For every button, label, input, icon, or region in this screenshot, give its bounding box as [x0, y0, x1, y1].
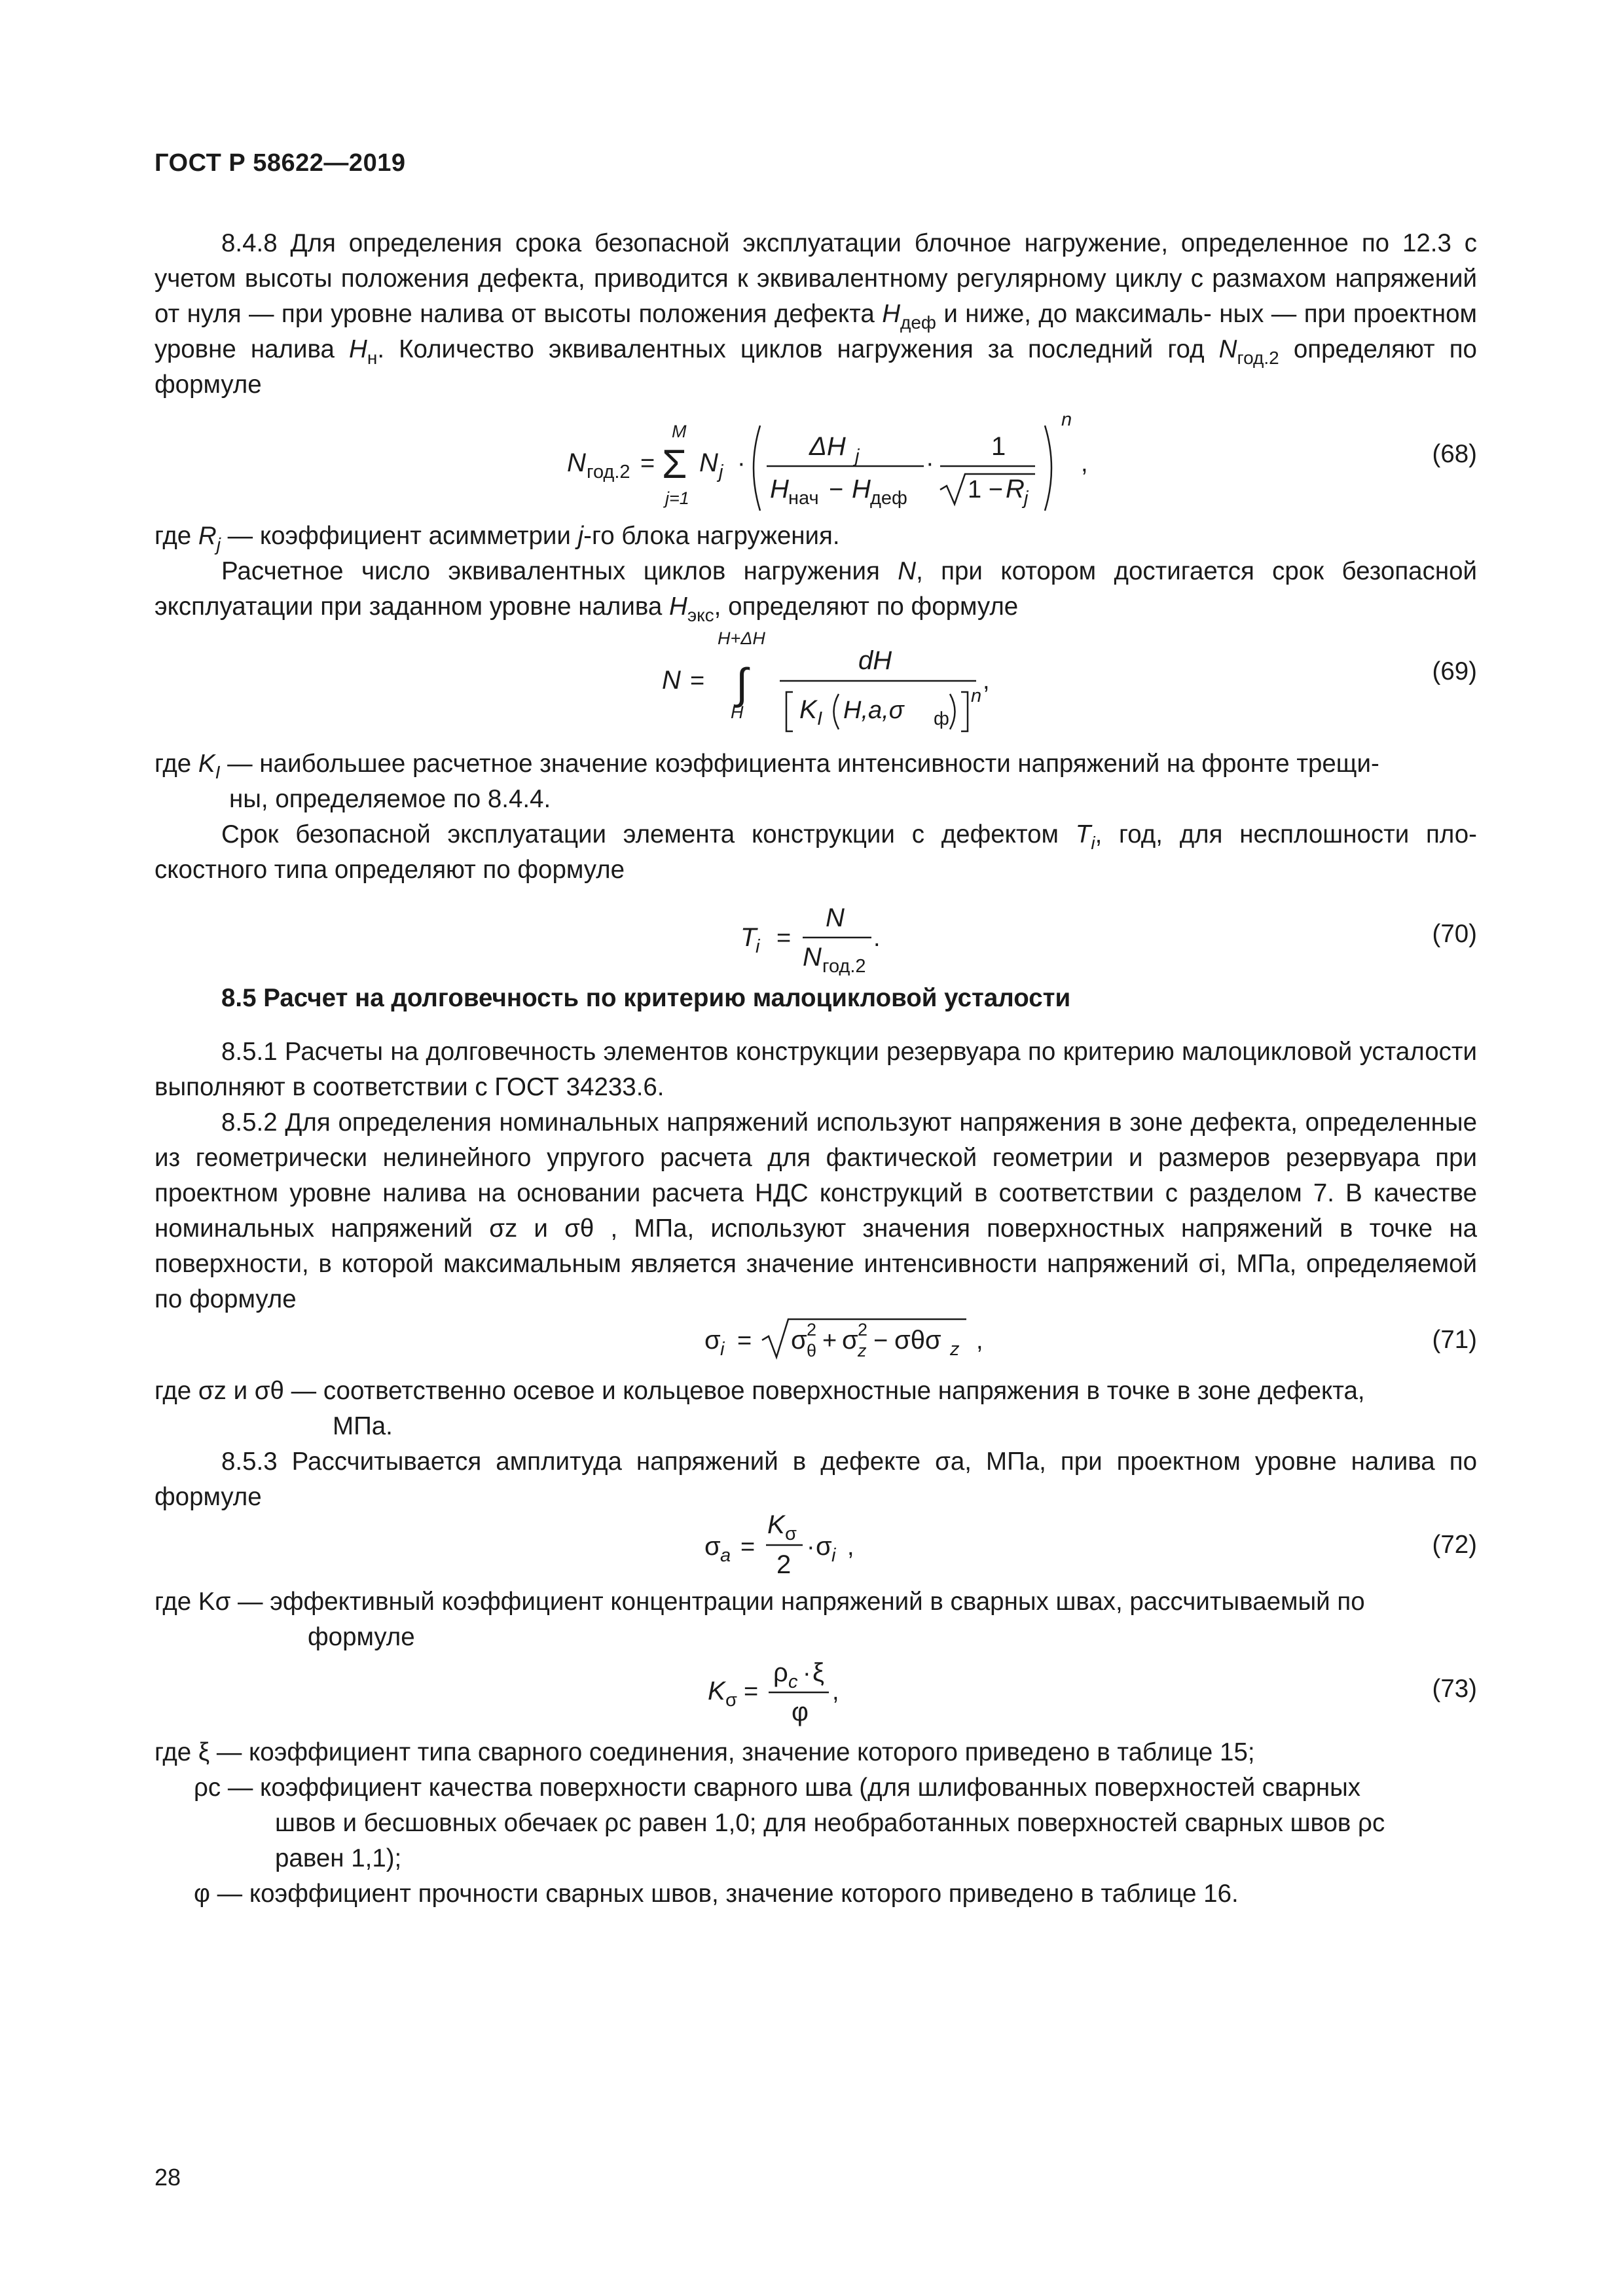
def-71: где σz и σθ — соответственно осевое и кольцевое поверхностные напряжения в точке в зоне дефекта,	[155, 1377, 1365, 1405]
def-71-cont: МПа.	[333, 1412, 393, 1440]
f68-comma: ,	[1081, 450, 1088, 477]
formula-73-svg	[155, 1655, 1477, 1734]
f69-num: dH	[858, 646, 892, 675]
f69-eq: =	[690, 667, 705, 695]
f69-den: K	[799, 695, 817, 724]
f73-lhs-sub: σ	[725, 1690, 737, 1711]
f68-dot: ·	[737, 450, 746, 477]
f72-lhs-sub: a	[720, 1545, 731, 1566]
f73-num-sub: c	[788, 1671, 798, 1692]
page-number: 28	[155, 2164, 181, 2191]
f72-den: 2	[776, 1550, 792, 1579]
f72-num: K	[767, 1510, 785, 1539]
paragraph-8-5-2: 8.5.2 Для определения номинальных напряжений используют напряжения в зоне дефекта, определенные из геометрически нелинейного упругого расчета для фактической геометрии и размеров резервуара при проектном уровне налива на основании расчета НДС конструкций в соответствии с разделом 7. В качестве номинальных напряжений σz и σθ , МПа, используют значения поверхностных напряжений в точке на поверхности, в которой максимальным является значение интенсивности напряжений σi, МПа, определяемой по формуле	[155, 1108, 1477, 1313]
def-73-rho-cont1: швов и бесшовных обечаек ρc равен 1,0; для необработанных поверхностей сварных швов ρc	[275, 1809, 1385, 1837]
formula-73	[155, 1655, 1477, 1734]
def-73-rho: ρc — коэффициент качества поверхности сварного шва (для шлифованных поверхностей сварных	[194, 1774, 1361, 1802]
f71-a: σ	[791, 1326, 807, 1355]
f68-den-a-sub: нач	[788, 488, 819, 509]
f73-comma: ,	[832, 1678, 839, 1705]
f71-a-sq: 2	[807, 1320, 817, 1339]
def-73-xi: где ξ — коэффициент типа сварного соединения, значение которого приведено в таблице 15;	[155, 1738, 1255, 1766]
f70-number: (70)	[1432, 920, 1477, 948]
f68-sum: Σ	[662, 442, 687, 487]
f72-eq: =	[740, 1533, 756, 1561]
f72-dot: ·	[807, 1533, 815, 1561]
f69-number: (69)	[1432, 657, 1477, 685]
f71-minus: −	[873, 1327, 888, 1355]
f71-comma: ,	[976, 1327, 983, 1355]
f72-number: (72)	[1432, 1531, 1477, 1559]
f71-c: σθσ	[894, 1326, 941, 1355]
f70-lhs: T	[740, 923, 757, 952]
f68-one: 1	[991, 432, 1006, 461]
f68-lhs-sub: год.2	[587, 462, 630, 483]
f69-rparen	[950, 694, 955, 729]
f72-rhs-sub: i	[831, 1545, 836, 1566]
f69-args: H,a,σ	[843, 697, 904, 724]
f71-b: σ	[842, 1326, 858, 1355]
f68-num-sub: j	[855, 446, 860, 467]
f70-dot: .	[873, 924, 881, 952]
f68-rparen	[1045, 426, 1051, 511]
formula-70-svg	[155, 890, 1477, 975]
f69-lbracket	[786, 692, 793, 731]
def-69-cont: ны, определяемое по 8.4.4.	[229, 785, 551, 813]
f68-sum-bot: j=1	[665, 488, 689, 508]
f73-lhs: K	[708, 1677, 725, 1705]
f73-number: (73)	[1432, 1675, 1477, 1703]
f71-number: (71)	[1432, 1326, 1477, 1354]
f72-comma: ,	[847, 1533, 854, 1561]
f73-eq: =	[744, 1678, 759, 1705]
def-73-rho-cont2: равен 1,1);	[275, 1844, 402, 1872]
f70-den-sub: год.2	[822, 956, 866, 975]
f69-upper: H+ΔH	[718, 629, 765, 648]
f69-rbracket	[961, 692, 968, 731]
f71-eq: =	[737, 1327, 752, 1355]
f71-b-sq: 2	[858, 1320, 868, 1339]
f68-den-a: H	[770, 475, 789, 503]
paragraph-8-5-3: 8.5.3 Рассчитывается амплитуда напряжений в дефекте σa, МПа, при проектном уровне налива по формуле	[155, 1448, 1477, 1511]
formula-72	[155, 1506, 1477, 1584]
f72-lhs: σ	[704, 1532, 721, 1561]
def-68: где $R_j$ — коэффициент асимметрии j-го блока нагружения.	[155, 522, 840, 555]
f68-num: ΔH	[809, 432, 846, 461]
formula-71	[155, 1306, 1477, 1372]
f68-minus: −	[829, 476, 844, 503]
f68-lparen	[754, 426, 760, 511]
f73-den: φ	[792, 1698, 809, 1726]
f69-den-sub: I	[817, 708, 823, 729]
f73-num: ρ	[773, 1658, 788, 1687]
f70-num: N	[826, 903, 845, 932]
f70-lhs-sub: i	[756, 936, 760, 957]
f70-den: N	[803, 943, 822, 972]
f69-lower: H	[731, 702, 744, 722]
paragraph-srok: Срок безопасной эксплуатации элемента конструкции с дефектом $T_i$, год, для несплошности пло- скостного типа определяют по формуле	[155, 820, 1477, 884]
f69-comma: ,	[983, 667, 990, 695]
standard-header: ГОСТ Р 58622—2019	[155, 149, 406, 177]
f68-lhs: N	[567, 448, 586, 477]
f68-root-b: R	[1006, 475, 1025, 503]
f68-root-a: 1 −	[968, 476, 1003, 503]
f71-b-sub: z	[858, 1341, 867, 1360]
def-72-cont: формуле	[308, 1623, 415, 1651]
formula-69-svg	[155, 623, 1477, 741]
f68-pow: n	[1061, 409, 1072, 430]
f68-den-b: H	[852, 475, 871, 503]
f68-dot-2: ·	[926, 450, 934, 477]
f71-lhs-sub: i	[720, 1339, 725, 1360]
paragraph-8-5-1: 8.5.1 Расчеты на долговечность элементов конструкции резервуара по критерию малоцикловой усталости выполняют в соответствии с ГОСТ 34233.6.	[155, 1038, 1477, 1101]
f71-a-sub: θ	[807, 1341, 817, 1360]
f68-root-b-sub: j	[1024, 488, 1029, 509]
f69-pow: n	[971, 685, 982, 706]
f68-Nj: N	[699, 448, 718, 477]
formula-69	[155, 623, 1477, 741]
def-69: где $K_I$ — наибольшее расчетное значение коэффициента интенсивности напряжений на фронте трещи-	[155, 750, 1379, 782]
f72-rhs: σ	[816, 1532, 832, 1561]
f69-lparen	[834, 694, 839, 729]
def-73-phi: φ — коэффициент прочности сварных швов, значение которого приведено в таблице 16.	[194, 1880, 1239, 1908]
f68-den-b-sub: деф	[870, 488, 907, 509]
paragraph-calc: Расчетное число эквивалентных циклов нагружения N, при котором достигается срок безопасной эксплуатации при заданном уровне налива $H_{экс}$, определяют по формуле	[155, 557, 1478, 625]
f68-sum-top: M	[672, 422, 687, 441]
f71-plus: +	[822, 1327, 837, 1355]
f68-eq: =	[640, 450, 655, 477]
heading-8-5: 8.5 Расчет на долговечность по критерию малоцикловой усталости	[221, 984, 1071, 1012]
f68-number: (68)	[1432, 440, 1477, 468]
f70-eq: =	[776, 924, 792, 952]
f71-c-sub: z	[950, 1339, 960, 1360]
formula-72-svg	[155, 1506, 1477, 1584]
formula-68	[155, 406, 1477, 517]
f69-int: ∫	[736, 659, 748, 708]
f73-num-dot: ·	[803, 1660, 811, 1687]
f68-Nj-sub: j	[719, 462, 723, 483]
f73-num-b: ξ	[812, 1658, 824, 1687]
f69-args-sub: ф	[934, 708, 949, 729]
paragraph-8-4-8: 8.4.8 Для определения срока безопасной эксплуатации блочное нагружение, определенное по 12.3 с учетом высоты положения дефекта, приводится к эквивалентному регулярному циклу с размахом напряжений от нуля — при уровне налива от высоты положения дефекта $H_{деф}$ и ниже, до максималь- ных — при проектном уровне налива $H_н$. Количество эквивалентных циклов нагружения за последний год $N_{год.2}$ определяют по формуле	[155, 229, 1478, 399]
f72-num-sub: σ	[785, 1523, 797, 1544]
f71-lhs: σ	[704, 1326, 721, 1355]
formula-68-svg	[155, 406, 1477, 517]
formula-71-svg	[155, 1306, 1477, 1372]
def-72: где Kσ — эффективный коэффициент концентрации напряжений в сварных швах, рассчитываемый по	[155, 1588, 1365, 1616]
formula-70	[155, 890, 1477, 975]
f69-lhs: N	[662, 666, 681, 695]
